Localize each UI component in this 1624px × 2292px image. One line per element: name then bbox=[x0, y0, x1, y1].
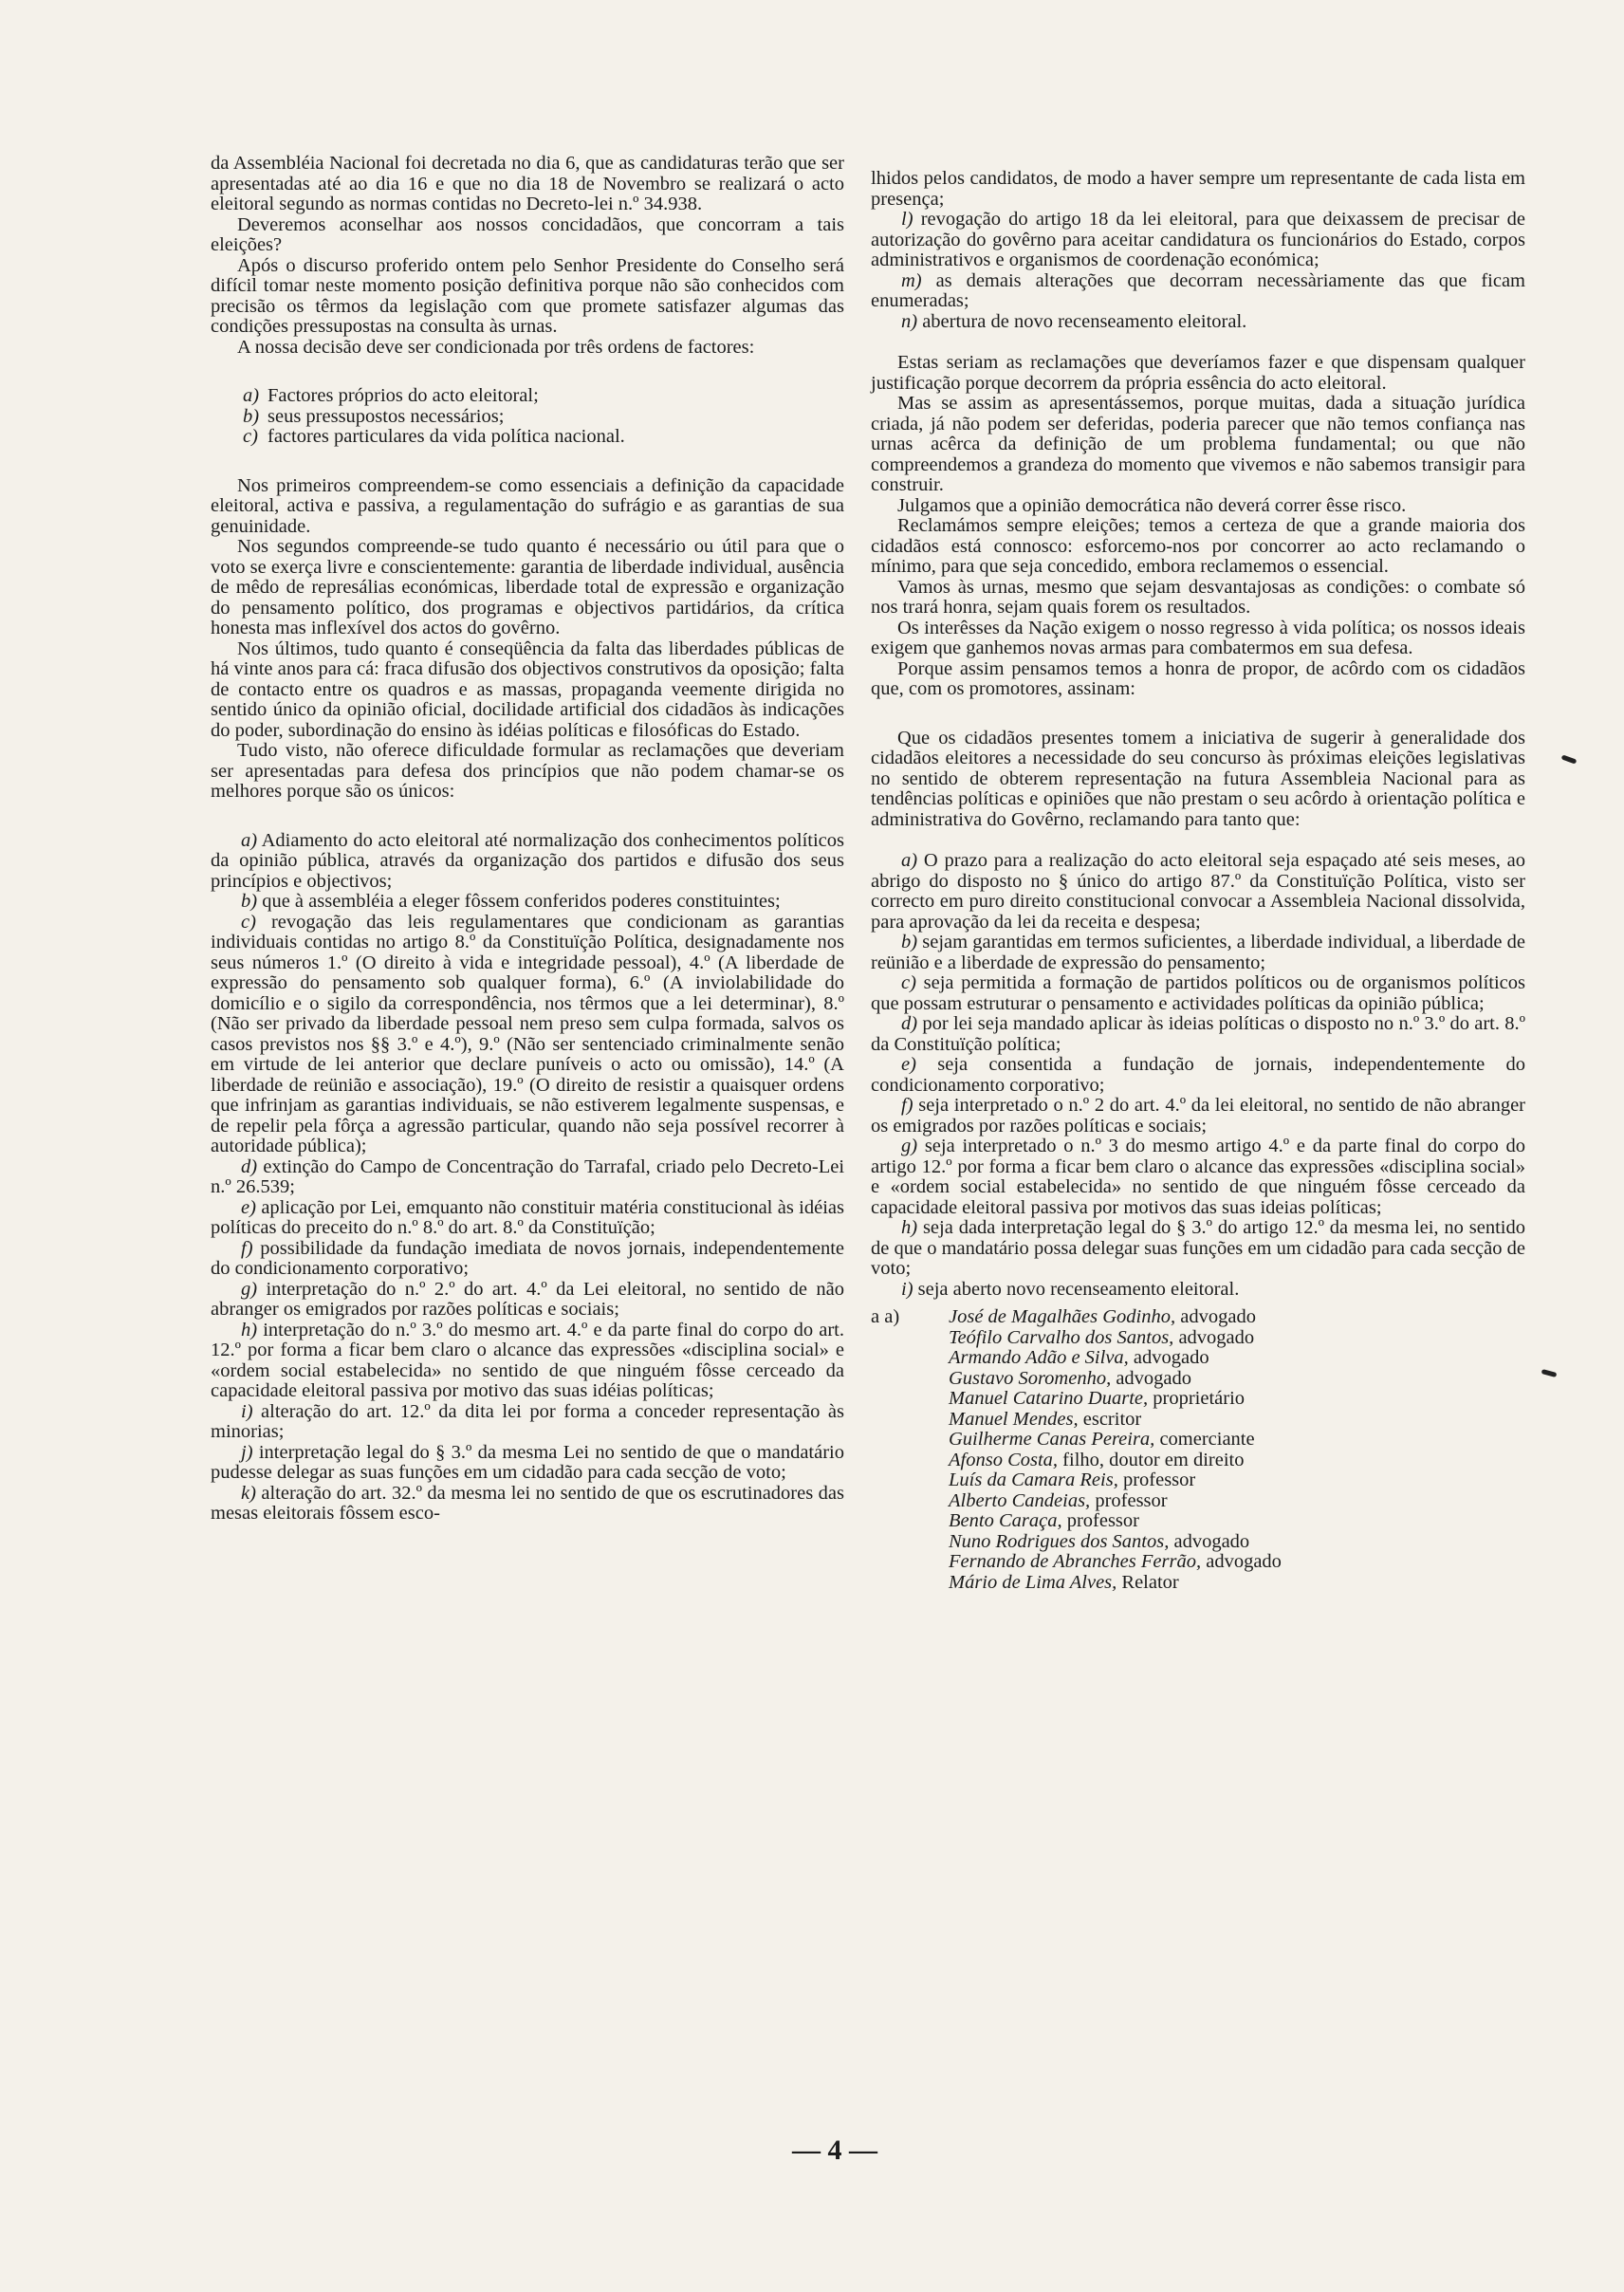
claim-item: f) possibilidade da fundação imediata de novos jornais, independentemente do condicionamento corporativo; bbox=[211, 1237, 845, 1279]
signatory: José de Magalhães Godinho, advogado bbox=[949, 1306, 1256, 1327]
claim-item: b) que à assembléia a eleger fôssem conferidos poderes constituintes; bbox=[241, 891, 781, 912]
signatory: Mário de Lima Alves, Relator bbox=[949, 1571, 1179, 1593]
motion-paragraph: Que os cidadãos presentes tomem a iniciativa de sugerir à generalidade dos cidadãos eleitores a necessidade do seu concurso às próximas eleições legislativas no sentido de obterem representação na futura Assembleia Nacional para as tendências políticas e opiniões que não prestam o seu acôrdo à orientação política e administrativa do Govêrno, reclamando para tanto que: bbox=[871, 727, 1525, 830]
signatory: Armando Adão e Silva, advogado bbox=[949, 1347, 1209, 1368]
proposal-item: i) seja aberto novo recenseamento eleitoral. bbox=[901, 1278, 1240, 1300]
left-column bbox=[211, 154, 844, 1525]
signatory: Guilherme Canas Pereira, comerciante bbox=[949, 1429, 1255, 1450]
paragraph: Nos primeiros compreendem-se como essenciais a definição da capacidade eleitoral, activa e passiva, a regulamentação do sufrágio e as garantias de sua genuinidade. bbox=[211, 474, 844, 537]
question-paragraph: Deveremos aconselhar aos nossos concidadãos, que concorram a tais eleições? bbox=[211, 213, 844, 255]
claim-item: l) revogação do artigo 18 da lei eleitoral, para que deixassem de precisar de autorização do govêrno para aceitar candidatura os funcionários do Estado, corpos administrativos e organismos de coordenação económica; bbox=[871, 209, 1526, 270]
claims-list bbox=[211, 831, 844, 1525]
signatory: Manuel Catarino Duarte, proprietário bbox=[949, 1388, 1246, 1409]
claim-item: k) alteração do art. 32.º da mesma lei no sentido de que os escrutinadores das mesas eleitorais fôssem esco- bbox=[211, 1482, 844, 1524]
claim-item: i) alteração do art. 12.º da dita lei por forma a conceder representação às minorias; bbox=[211, 1400, 844, 1442]
paragraph: A nossa decisão deve ser condicionada por três ordens de factores: bbox=[237, 336, 755, 358]
signatory: Gustavo Soromenho, advogado bbox=[949, 1367, 1192, 1389]
paragraph: Nos últimos, tudo quanto é conseqüência da falta das liberdades públicas de há vinte anos para cá: fraca difusão dos objectivos construtivos da oposição; falta de contacto entre os quadros e as massas, propaganda veemente dirigida no sentido único da opinião oficial, docilidade artificial dos cidadãos às indicações do poder, subordinação do ensino às idéias políticas e filosóficas do Estado. bbox=[211, 638, 844, 741]
claim-item: n) abertura de novo recenseamento eleitoral. bbox=[901, 310, 1247, 332]
page-number: — 4 — bbox=[792, 2135, 877, 2166]
scan-mark bbox=[1541, 1369, 1558, 1377]
proposal-item: b) sejam garantidas em termos suficientes, a liberdade individual, a liberdade de reünião e a liberdade de expressão do pensamento; bbox=[871, 932, 1525, 973]
claim-item: j) interpretação legal do § 3.º da mesma Lei no sentido de que o mandatário pudesse delegar as suas funções em um cidadão para cada secção de voto; bbox=[211, 1441, 844, 1483]
proposal-item: f) seja interpretado o n.º 2 do art. 4.º da lei eleitoral, no sentido de não abranger os emigrados por razões políticas e sociais; bbox=[871, 1095, 1526, 1137]
signed-label: a a) bbox=[871, 1306, 900, 1327]
factors-list bbox=[211, 386, 844, 448]
proposal-item: h) seja dada interpretação legal do § 3.º do artigo 12.º da mesma lei, no sentido de que o mandatário possa delegar suas funções em um cidadão para cada secção de voto; bbox=[871, 1217, 1526, 1279]
signatory: Bento Caraça, professor bbox=[949, 1510, 1139, 1531]
signatory: Teófilo Carvalho dos Santos, advogado bbox=[949, 1326, 1255, 1348]
list-item: c) factores particulares da vida política nacional. bbox=[243, 426, 625, 447]
proposal-item: e) seja consentida a fundação de jornais, independentemente do condicionamento corporativo; bbox=[871, 1054, 1526, 1096]
paragraph: Estas seriam as reclamações que deveríamos fazer e que dispensam qualquer justificação porque decorrem da própria essência do acto eleitoral. bbox=[871, 352, 1525, 394]
paragraph: Julgamos que a opinião democrática não deverá correr êsse risco. bbox=[897, 494, 1407, 516]
claim-item: c) revogação das leis regulamentares que condicionam as garantias individuais contidas no artigo 8.º da Constituïção Política, designadamente nos seus números 1.º (O direito à vida e integridade pessoal), 4.º (A liberdade de expressão do pensamento sob qualquer forma), 6.º (A inviolabilidade do domicílio e o sigilo da correspondência, nos têrmos que a lei determinar), 8.º (Não ser privado da liberdade pessoal nem preso sem culpa formada, salvos os casos previstos nos §§ 3.º e 4.º), 9.º (Não ser sentenciado criminalmente senão em virtude de lei anterior que declare puníveis o acto ou omissão), 14.º (A liberdade de reünião e associação), 19.º (O direito de resistir a quaisquer ordens que infrinjam as garantias individuais, se não estiverem legalmente suspensas, e de repelir pela fôrça a agressão particular, quando não seja possível recorrer à autoridade pública); bbox=[211, 911, 845, 1156]
signatory: Alberto Candeias, professor bbox=[949, 1489, 1168, 1511]
signatory: Manuel Mendes, escritor bbox=[949, 1408, 1142, 1430]
paragraph: Tudo visto, não oferece dificuldade formular as reclamações que deveriam ser apresentadas para defesa dos princípios que não podem chamar-se os melhores porque são os únicos: bbox=[211, 740, 844, 802]
signatory: Fernando de Abranches Ferrão, advogado bbox=[949, 1551, 1282, 1572]
paragraph: Após o discurso proferido ontem pelo Senhor Presidente do Conselho será difícil tomar neste momento posição definitiva porque não são conhecidos com precisão os têrmos da legislação com que promete satisfazer algumas das condições pressupostas na consulta às urnas. bbox=[211, 254, 844, 337]
scan-mark bbox=[1561, 754, 1578, 764]
proposals-list bbox=[871, 851, 1525, 1300]
paragraph: Os interêsses da Nação exigem o nosso regresso à vida política; os nossos ideais exigem que ganhemos novas armas para combatermos em sua defesa. bbox=[871, 617, 1525, 658]
proposal-item: d) por lei seja mandado aplicar às ideias políticas o disposto no n.º 3.º do art. 8.º da Constituïção política; bbox=[871, 1013, 1526, 1055]
paragraph: Mas se assim as apresentássemos, porque muitas, dada a situação jurídica criada, já não podem ser deferidas, poderia parecer que não temos confiança nas urnas acêrca da definição de um problema fundamental; ou que não compreendemos a grandeza do momento que vivemos e não sabemos transigir para construir. bbox=[871, 393, 1525, 495]
intro-paragraph: da Assembléia Nacional foi decretada no dia 6, que as candidaturas terão que ser apresentadas até ao dia 16 e que no dia 18 de Novembro se realizará o acto eleitoral segundo as normas contidas no Decreto-lei n.º 34.938. bbox=[211, 153, 844, 214]
signatory: Nuno Rodrigues dos Santos, advogado bbox=[949, 1530, 1250, 1552]
signatory: Luís da Camara Reis, professor bbox=[949, 1469, 1196, 1490]
continuation-paragraph: lhidos pelos candidatos, de modo a haver sempre um representante de cada lista em presença; bbox=[871, 168, 1525, 210]
claim-item: d) extinção do Campo de Concentração do Tarrafal, criado pelo Decreto-Lei n.º 26.539; bbox=[211, 1155, 845, 1197]
list-item: a) Factores próprios do acto eleitoral; bbox=[243, 385, 539, 406]
proposal-item: g) seja interpretado o n.º 3 do mesmo artigo 4.º e da parte final do corpo do artigo 12.º por forma a ficar bem claro o alcance das expressões «disciplina social» e «ordem social estabelecida» no sentido de que ninguém fôsse cerceado da capacidade eleitoral passiva por motivos das suas ideias políticas; bbox=[871, 1136, 1525, 1218]
proposal-item: a) O prazo para a realização do acto eleitoral seja espaçado até seis meses, ao abrigo do disposto no § único do artigo 87.º da Constituïção Política, visto ser correcto em puro direito constitucional convocar a Assembleia Nacional dissolvida, para aprovação da lei da receita e despesa; bbox=[871, 850, 1525, 933]
paragraph: Nos segundos compreende-se tudo quanto é necessário ou útil para que o voto se exerça livre e conscientemente: garantia de liberdade individual, ausência de mêdo de represálias económicas, liberdade total de expressão e organização do pensamento político, dos programas e objectivos partidários, da crítica honesta mas inflexível dos actos do govêrno. bbox=[211, 536, 844, 638]
claim-item: h) interpretação do n.º 3.º do mesmo art. 4.º e da parte final do corpo do art. 12.º por forma a ficar bem claro o alcance das expressões «disciplina social» e «ordem social estabelecida» no sentido de que ninguém fôsse cerceado da capacidade eleitoral passiva por motivo das suas idéias políticas; bbox=[211, 1319, 844, 1401]
signatory: Afonso Costa, filho, doutor em direito bbox=[949, 1449, 1245, 1470]
proposal-item: c) seja permitida a formação de partidos políticos ou de organismos políticos que possam estruturar o pensamento e actividades políticas da opinião pública; bbox=[871, 972, 1525, 1014]
right-column bbox=[871, 169, 1525, 1593]
signatories-block bbox=[871, 1307, 1525, 1593]
claim-item: e) aplicação por Lei, emquanto não constituir matéria constitucional às idéias políticas do preceito do n.º 8.º do art. 8.º da Constituïção; bbox=[211, 1196, 844, 1238]
list-item: b) seus pressupostos necessários; bbox=[243, 405, 505, 427]
claim-item: a) Adiamento do acto eleitoral até normalização dos conhecimentos políticos da opinião pública, através da organização dos partidos e difusão dos seus princípios e objectivos; bbox=[211, 829, 844, 892]
paragraph: Porque assim pensamos temos a honra de propor, de acôrdo com os cidadãos que, com os promotores, assinam: bbox=[871, 657, 1525, 699]
claim-item: g) interpretação do n.º 2.º do art. 4.º da Lei eleitoral, no sentido de não abranger os emigrados por razões políticas e sociais; bbox=[211, 1278, 844, 1320]
claim-item: m) as demais alterações que decorram necessàriamente das que ficam enumeradas; bbox=[871, 269, 1526, 311]
paragraph: Vamos às urnas, mesmo que sejam desvantajosas as condições: o combate só nos trará honra, sejam quais forem os resultados. bbox=[871, 576, 1525, 618]
paragraph: Reclamámos sempre eleições; temos a certeza de que a grande maioria dos cidadãos está connosco: esforcemo-nos por concorrer ao acto reclamando o mínimo, para que seja concedido, embora reclamemos o essencial. bbox=[871, 515, 1525, 577]
